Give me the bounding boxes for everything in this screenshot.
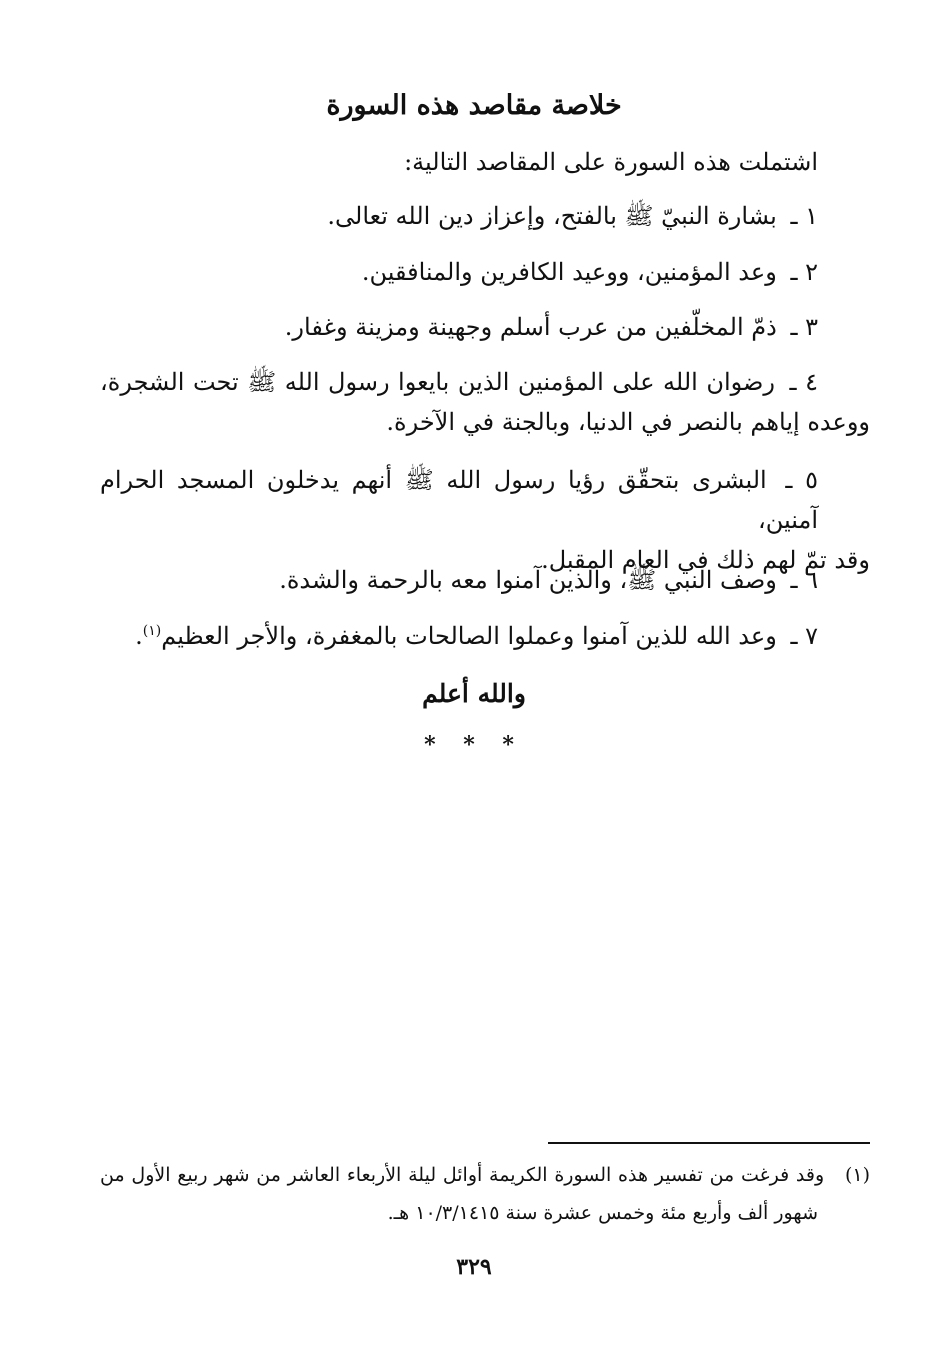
item-number: ٥ ـ bbox=[785, 466, 818, 494]
item-number: ٦ ـ bbox=[790, 566, 818, 594]
section-separator: * * * bbox=[424, 732, 524, 758]
list-item-7 bbox=[98, 616, 818, 656]
item-line-1 bbox=[100, 460, 870, 540]
page-number: ٣٢٩ bbox=[456, 1254, 492, 1280]
item-text: وصف النبي ﷺ، والذين آمنوا معه بالرحمة والشدة. bbox=[279, 566, 777, 594]
list-item-6 bbox=[98, 560, 818, 600]
item-number: ٤ ـ bbox=[789, 368, 818, 396]
footnote-line-1 bbox=[100, 1156, 870, 1194]
footnote-text: وقد فرغت من تفسير هذه السورة الكريمة أوائل ليلة الأربعاء العاشر من شهر ربيع الأول من bbox=[100, 1164, 825, 1186]
item-line-1 bbox=[100, 362, 870, 402]
item-text: وعد الله للذين آمنوا وعملوا الصالحات بالمغفرة، والأجر العظيم bbox=[161, 622, 777, 650]
item-number: ١ ـ bbox=[790, 202, 818, 230]
item-text: وعد المؤمنين، ووعيد الكافرين والمنافقين. bbox=[361, 258, 777, 286]
item-line-2: ووعده إياهم بالنصر في الدنيا، وبالجنة في الآخرة. bbox=[386, 408, 870, 436]
item-text: ذمّ المخلّفين من عرب أسلم وجهينة ومزينة وغفار. bbox=[284, 313, 777, 341]
footnote-divider bbox=[548, 1142, 870, 1144]
page-title: خلاصة مقاصد هذه السورة bbox=[326, 90, 622, 121]
list-item-4 bbox=[100, 362, 870, 442]
item-line-2: وقد تمّ لهم ذلك في العام المقبل. bbox=[541, 546, 870, 574]
item-number: ٣ ـ bbox=[790, 313, 818, 341]
intro-paragraph: اشتملت هذه السورة على المقاصد التالية: bbox=[404, 148, 818, 176]
footnote bbox=[100, 1156, 870, 1232]
list-item-2 bbox=[98, 252, 818, 292]
footnote-line-2: شهور ألف وأربع مئة وخمس عشرة سنة ١٠/٣/١٤١٥ هـ. bbox=[387, 1202, 818, 1224]
item-text: رضوان الله على المؤمنين الذين بايعوا رسول الله ﷺ تحت الشجرة، bbox=[100, 368, 776, 396]
item-text: بشارة النبيّ ﷺ بالفتح، وإعزاز دين الله تعالى. bbox=[327, 202, 777, 230]
item-text: البشرى بتحقّق رؤيا رسول الله ﷺ أنهم يدخلون المسجد الحرام آمنين، bbox=[100, 466, 818, 534]
list-item-1 bbox=[98, 196, 818, 236]
list-item-3 bbox=[98, 307, 818, 347]
item-number: ٧ ـ bbox=[790, 622, 818, 650]
footnote-marker: (١) bbox=[844, 1164, 870, 1186]
footnote-reference[interactable]: (١) bbox=[142, 623, 162, 639]
item-end-punctuation: . bbox=[135, 622, 143, 650]
item-number: ٢ ـ bbox=[790, 258, 818, 286]
closing-phrase: والله أعلم bbox=[422, 679, 526, 708]
